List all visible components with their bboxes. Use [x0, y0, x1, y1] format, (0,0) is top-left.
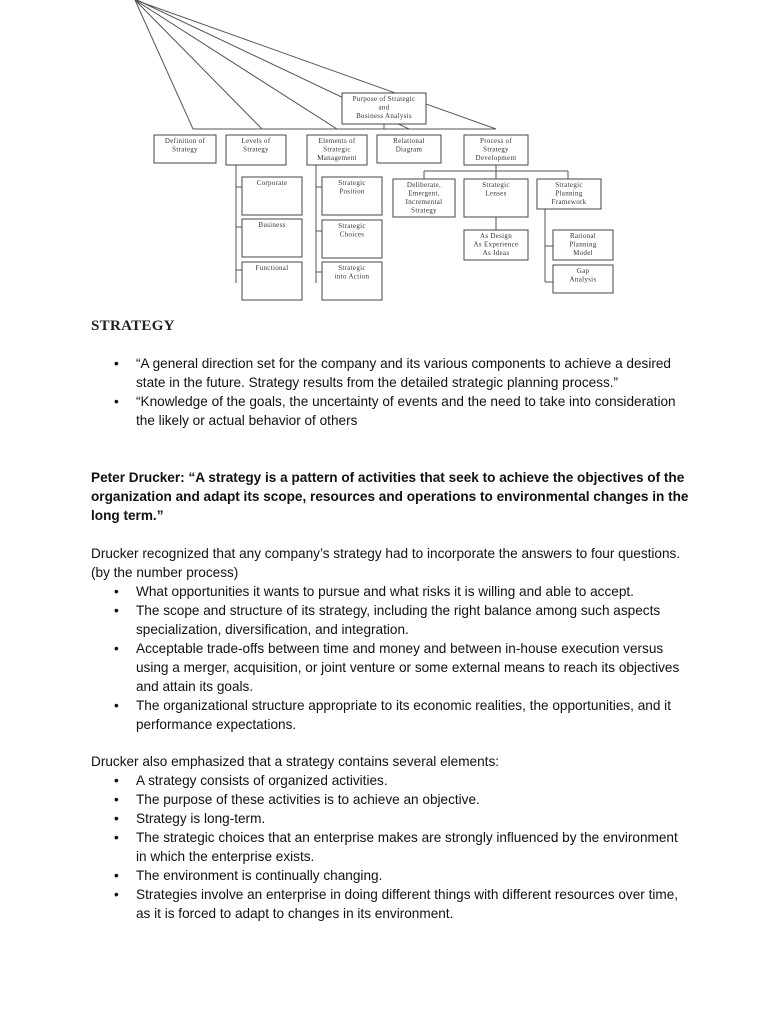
diagram-node-elements: [307, 135, 367, 165]
diagram-node-gap-analysis: [553, 265, 613, 293]
diagram-root-node-label: and: [378, 103, 390, 112]
diagram-node-relational: [377, 135, 441, 163]
diagram-node-deliberate-label: Emergent,: [408, 189, 440, 198]
diagram-node-strategic-lenses: [464, 179, 528, 217]
diagram-node-levels-label: Strategy: [243, 145, 269, 154]
diagram-node-process-label: Strategy: [483, 145, 509, 154]
diagram-node-strategic-position: [322, 177, 382, 215]
list-item: • The scope and structure of its strategy, including the right balance among such aspects specialization, diversification, and integration.: [91, 601, 691, 639]
diagram-node-rational-planning: [553, 230, 613, 260]
list-item: • The organizational structure appropriate to its economic realities, the opportunities, and it performance expectations.: [91, 696, 691, 734]
diagram-root-node: [342, 93, 426, 124]
diagram-node-definition-label: Strategy: [172, 145, 198, 154]
diagram-node-business: [242, 219, 302, 257]
diagram-node-planning-framework-label: Strategic: [555, 181, 583, 189]
list-item: • A strategy consists of organized activities.: [91, 771, 691, 790]
diagram-node-corporate: [242, 177, 302, 215]
diagram-node-levels-label: Levels of: [241, 137, 271, 145]
elements-list: [91, 771, 691, 923]
diagram-node-functional-label: Functional: [255, 264, 289, 272]
diagram-node-strategic-choices-label: Strategic: [338, 222, 366, 230]
strategy-hierarchy-diagram: [0, 0, 768, 305]
diagram-node-strategic-into-action: [322, 262, 382, 300]
diagram-node-levels: [226, 135, 286, 165]
diagram-node-strategic-position-label: Position: [339, 187, 365, 196]
diagram-node-gap-analysis-label: Analysis: [569, 275, 597, 284]
diagram-node-functional: [242, 262, 302, 300]
diagram-node-deliberate: [393, 179, 455, 217]
diagram-root-node-label: Purpose of Strategic: [352, 95, 416, 103]
connector-branch-drop: [135, 0, 193, 129]
diagram-node-business-label: Business: [258, 221, 286, 229]
list-item: • “Knowledge of the goals, the uncertainty of events and the need to take into consideration the likely or actual behavior of others: [91, 392, 691, 430]
drucker-quote-block: [91, 468, 691, 525]
diagram-node-rational-planning-label: Rational: [569, 232, 597, 240]
diagram-node-elements-label: Strategic: [323, 145, 351, 154]
list-item: • What opportunities it wants to pursue and what risks it is willing and able to accept.: [91, 582, 691, 601]
diagram-node-planning-framework-label: Planning: [555, 189, 583, 198]
list-item: • “A general direction set for the company and its various components to achieve a desired state in the future. Strategy results from the detailed strategic planning process.”: [91, 354, 691, 392]
connector-branch-drop: [135, 0, 262, 129]
diagram-node-lenses-types-label: As Ideas: [482, 249, 510, 257]
diagram-node-lenses-types: [464, 230, 528, 260]
definitions-block: [91, 354, 691, 430]
list-item: • Strategy is long-term.: [91, 809, 691, 828]
diagram-node-strategic-lenses-label: Lenses: [485, 189, 507, 198]
questions-intro: Drucker recognized that any company’s strategy had to incorporate the answers to four questions. (by the number process): [91, 546, 681, 580]
diagram-node-process-label: Process of: [480, 137, 512, 145]
elements-block: [91, 752, 691, 923]
diagram-node-rational-planning-label: Planning: [569, 240, 597, 249]
diagram-node-definition-label: Definition of: [164, 137, 206, 145]
diagram-root-node-label: Business Analysis: [356, 112, 412, 120]
diagram-node-strategic-position-label: Strategic: [338, 179, 366, 187]
diagram-node-strategic-choices-label: Choices: [339, 230, 365, 239]
diagram-node-deliberate-label: Incremental: [405, 198, 443, 206]
elements-intro: Drucker also emphasized that a strategy contains several elements:: [91, 754, 500, 769]
drucker-quote: Peter Drucker: “A strategy is a pattern of activities that seek to achieve the objectives of the organization and adapt its scope, resources and operations to environmental changes in the long term.”: [91, 470, 689, 523]
diagram-node-lenses-types-label: As Design: [479, 232, 513, 240]
diagram-node-strategic-choices: [322, 220, 382, 258]
diagram-node-relational-label: Diagram: [395, 145, 423, 154]
questions-list: [91, 582, 691, 734]
diagram-node-process: [464, 135, 528, 165]
list-item: • The strategic choices that an enterprise makes are strongly influenced by the environment in which the enterprise exists.: [91, 828, 691, 866]
diagram-node-process-label: Development: [475, 154, 517, 162]
diagram-node-deliberate-label: Strategy: [411, 206, 437, 215]
diagram-node-planning-framework-label: Framework: [551, 198, 587, 206]
diagram-node-corporate-label: Corporate: [256, 179, 288, 187]
connector-branch-drop: [135, 0, 337, 129]
list-item: • Acceptable trade-offs between time and money and between in-house execution versus using a merger, acquisition, or joint venture or some external means to reach its objectives and attain its goals.: [91, 639, 691, 696]
list-item: • The environment is continually changing.: [91, 866, 691, 885]
diagram-node-gap-analysis-label: Gap: [576, 267, 590, 275]
diagram-node-elements-label: Elements of: [318, 137, 356, 145]
list-item: • The purpose of these activities is to achieve an objective.: [91, 790, 691, 809]
connector-branch-drop: [135, 0, 496, 129]
diagram-node-lenses-types-label: As Experience: [473, 240, 519, 249]
diagram-node-relational-label: Relational: [393, 137, 425, 145]
section-title: STRATEGY: [91, 318, 175, 334]
definitions-list: [91, 354, 691, 430]
list-item: • Strategies involve an enterprise in doing different things with different resources over time, as it is forced to adapt to changes in its environment.: [91, 885, 691, 923]
diagram-node-strategic-lenses-label: Strategic: [482, 181, 510, 189]
diagram-node-deliberate-label: Deliberate,: [406, 181, 442, 189]
diagram-node-strategic-into-action-label: into Action: [334, 272, 370, 281]
diagram-node-planning-framework: [537, 179, 601, 209]
diagram-node-definition: [154, 135, 216, 163]
diagram-node-elements-label: Management: [317, 154, 357, 162]
diagram-node-strategic-into-action-label: Strategic: [338, 264, 366, 272]
diagram-node-rational-planning-label: Model: [573, 249, 593, 257]
questions-block: [91, 544, 691, 734]
